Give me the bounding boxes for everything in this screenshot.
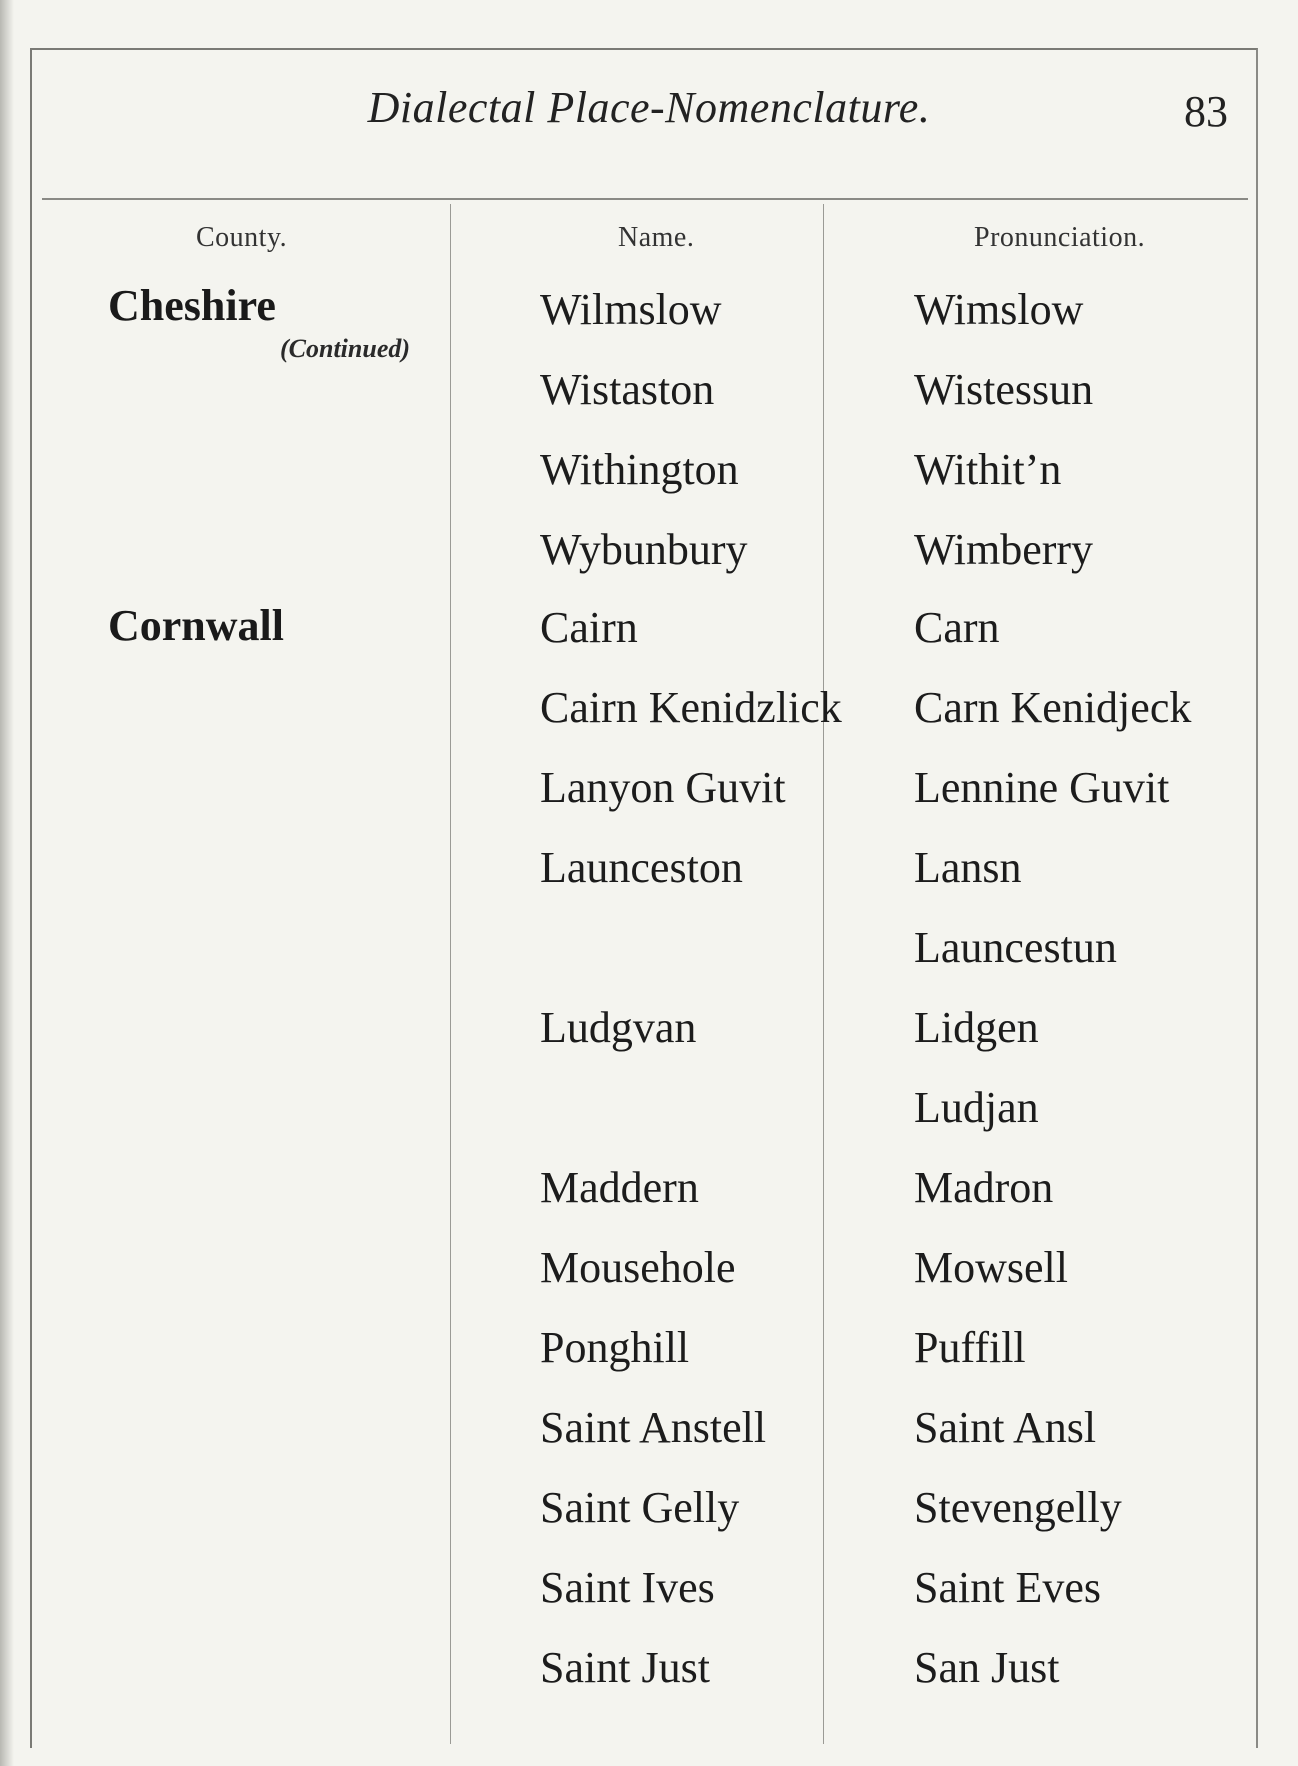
- place-name: Mousehole: [540, 1243, 736, 1292]
- place-pronunciation: Launcestun: [914, 923, 1117, 972]
- column-header-name: Name.: [618, 222, 695, 253]
- place-pronunciation: Puffill: [914, 1323, 1026, 1372]
- county-cornwall: Cornwall: [108, 601, 284, 650]
- place-name: Cairn: [540, 603, 638, 652]
- place-name: Wistaston: [540, 365, 715, 414]
- place-name: Saint Gelly: [540, 1483, 740, 1532]
- place-pronunciation: Wimslow: [914, 285, 1084, 334]
- place-name: Ludgvan: [540, 1003, 697, 1052]
- place-name: Saint Ives: [540, 1563, 715, 1612]
- column-divider-right: [823, 204, 824, 1744]
- place-name: Saint Just: [540, 1643, 710, 1692]
- place-pronunciation: San Just: [914, 1643, 1060, 1692]
- place-pronunciation: Mowsell: [914, 1243, 1068, 1292]
- place-name: Lanyon Guvit: [540, 763, 786, 812]
- place-pronunciation: Stevengelly: [914, 1483, 1122, 1532]
- place-name: Wilmslow: [540, 285, 722, 334]
- place-name: Maddern: [540, 1163, 699, 1212]
- place-pronunciation: Ludjan: [914, 1083, 1039, 1132]
- place-name: Withington: [540, 445, 739, 494]
- place-pronunciation: Saint Eves: [914, 1563, 1101, 1612]
- place-name: Wybunbury: [540, 525, 748, 574]
- place-pronunciation: Lidgen: [914, 1003, 1039, 1052]
- column-header-county: County.: [196, 222, 288, 253]
- place-pronunciation: Carn: [914, 603, 1000, 652]
- place-pronunciation: Withit’n: [914, 445, 1062, 494]
- place-pronunciation: Lennine Guvit: [914, 763, 1170, 812]
- page-edge-shadow: [0, 0, 14, 1766]
- page-number: 83: [1184, 87, 1228, 136]
- place-name: Launceston: [540, 843, 743, 892]
- place-pronunciation: Wimberry: [914, 525, 1094, 574]
- column-header-pronunciation: Pronunciation.: [974, 222, 1146, 253]
- county-cheshire: Cheshire: [108, 281, 276, 330]
- place-name: Cairn Kenidzlick: [540, 683, 842, 732]
- place-pronunciation: Saint Ansl: [914, 1403, 1097, 1452]
- column-divider-left: [450, 204, 451, 1744]
- place-name: Ponghill: [540, 1323, 690, 1372]
- place-pronunciation: Carn Kenidjeck: [914, 683, 1192, 732]
- header-rule: [42, 198, 1248, 200]
- continued-note: (Continued): [280, 334, 411, 363]
- running-title: Dialectal Place-Nomenclature.: [367, 83, 931, 132]
- place-pronunciation: Wistessun: [914, 365, 1094, 414]
- place-name: Saint Anstell: [540, 1403, 767, 1452]
- place-pronunciation: Madron: [914, 1163, 1054, 1212]
- place-pronunciation: Lansn: [914, 843, 1022, 892]
